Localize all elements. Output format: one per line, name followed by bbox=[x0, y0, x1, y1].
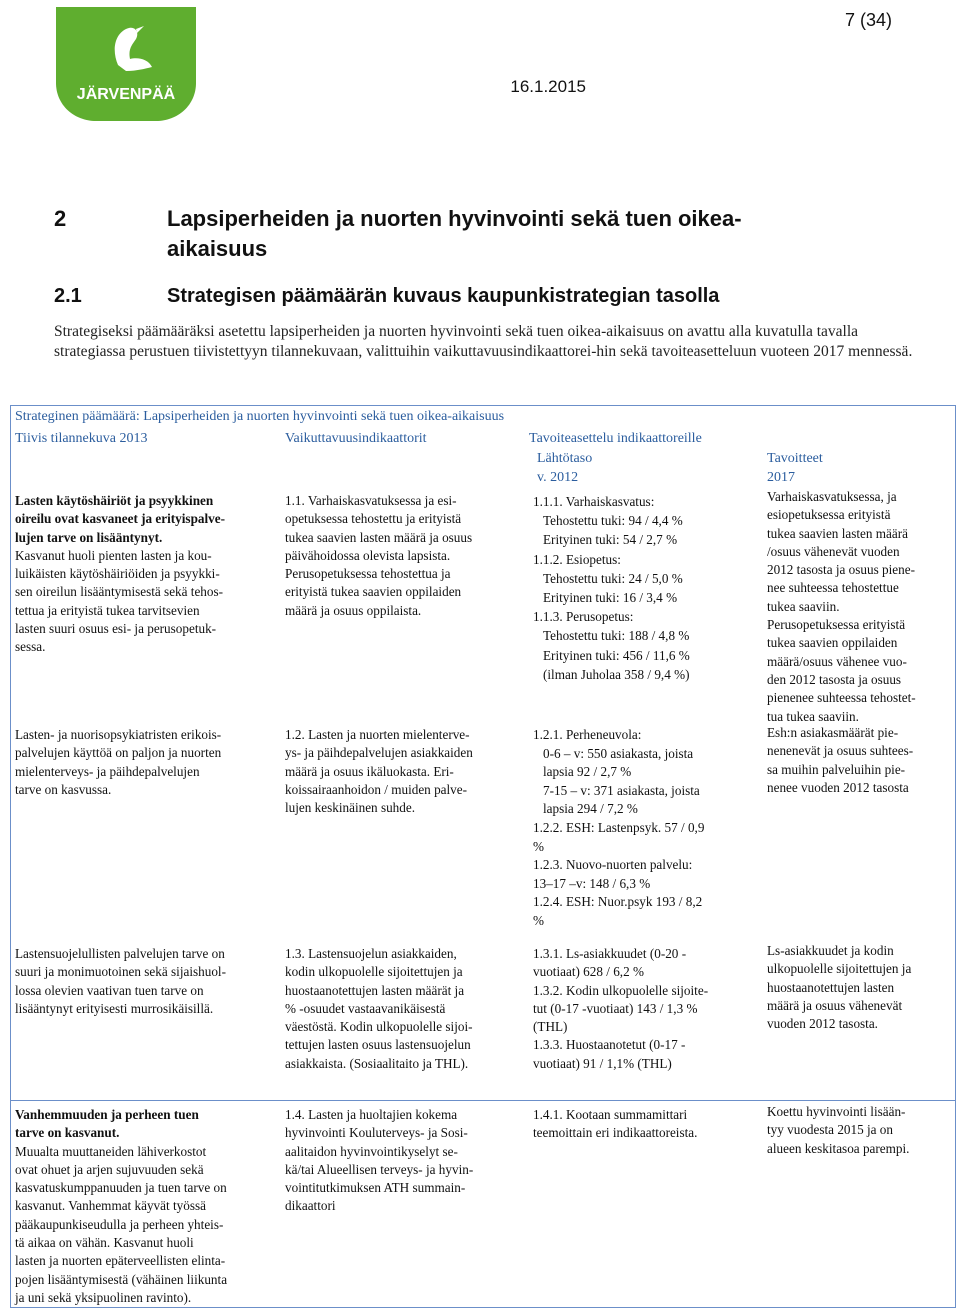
text-line: tettujen lasten osuus lastensuojelun bbox=[285, 1037, 471, 1053]
text-line: % -osuudet vastaavanikäisestä bbox=[285, 1000, 446, 1016]
row-divider bbox=[11, 1100, 955, 1101]
text-line: 1.2.2. ESH: Lastenpsyk. 57 / 0,9 bbox=[533, 819, 705, 835]
text-line: 1.2.1. Perheneuvola: bbox=[533, 727, 642, 742]
text-line: kä/tai Alueellisen terveys- ja hyvin- bbox=[285, 1161, 474, 1177]
logo-text: JÄRVENPÄÄ bbox=[76, 86, 176, 103]
header-targets-line1: Tavoitteet bbox=[767, 451, 823, 466]
text-line: lapsia 92 / 2,7 % bbox=[543, 764, 632, 780]
text-line: Varhaiskasvatuksessa, ja bbox=[767, 489, 897, 504]
text-line: Lastensuojelullisten palvelujen tarve on bbox=[15, 946, 225, 961]
text-line: aalitaidon hyvinvointikyselyt se- bbox=[285, 1143, 458, 1159]
text-line: 1.4.1. Kootaan summamittari bbox=[533, 1107, 688, 1122]
text-line: Kasvanut huoli pienten lasten ja kou- bbox=[15, 547, 212, 563]
page-number: 7 (34) bbox=[844, 10, 892, 30]
subsection-number: 2.1 bbox=[54, 285, 82, 307]
row3-target bbox=[767, 942, 953, 1033]
text-line: tarve on kasvanut. bbox=[15, 1125, 120, 1141]
text-line: erityistä tukea saavien oppilaiden bbox=[285, 584, 462, 600]
text-line: pienenee suhteessa tehostet- bbox=[767, 690, 916, 706]
text-line: hyvinvointi Kouluterveys- ja Sosi- bbox=[285, 1125, 468, 1141]
text-line: Muualta muuttaneiden lähiverkostot bbox=[15, 1143, 207, 1159]
text-line: ys- ja päihdepalvelujen asiakkaiden bbox=[285, 745, 473, 761]
text-line: Erityinen tuki: 456 / 11,6 % bbox=[543, 647, 690, 663]
text-line: Perusopetuksessa erityistä bbox=[767, 617, 906, 633]
row3-situation bbox=[15, 945, 270, 1018]
text-line: vuoden 2012 tasosta. bbox=[767, 1016, 878, 1032]
row1-situation-bold bbox=[15, 492, 270, 547]
text-line: lapsia 294 / 7,2 % bbox=[543, 801, 638, 817]
text-line: (THL) bbox=[533, 1019, 568, 1035]
text-line: den 2012 tasosta ja osuus bbox=[767, 671, 902, 687]
text-line: 2012 tasosta ja osuus piene- bbox=[767, 562, 915, 578]
text-line: lasten suuri osuus esi- ja perusopetuk- bbox=[15, 621, 217, 637]
row2-situation bbox=[15, 726, 270, 799]
text-line: Esh:n asiakasmäärät pie- bbox=[767, 725, 899, 740]
text-line: kodin ulkopuolelle sijoitettujen ja bbox=[285, 964, 463, 980]
text-line: Tehostettu tuki: 188 / 4,8 % bbox=[543, 628, 690, 644]
text-line: suuri ja monimuotoinen sekä sijaishuol- bbox=[15, 964, 226, 980]
text-line: 13–17 –v: 148 / 6,3 % bbox=[533, 875, 651, 891]
row1-indicator bbox=[285, 492, 520, 620]
text-line: opetuksessa tehostettu ja erityistä bbox=[285, 511, 462, 527]
text-line: 1.2.4. ESH: Nuor.psyk 193 / 8,2 bbox=[533, 894, 703, 910]
row4-target bbox=[767, 1103, 953, 1158]
text-line: pääkaupunkiseudulla ja perheen yhteis- bbox=[15, 1216, 224, 1232]
text-line: vointitutkimuksen ATH summain- bbox=[285, 1180, 466, 1196]
text-line: 1.3.1. Ls-asiakkuudet (0-20 - bbox=[533, 946, 687, 961]
text-line: tukea saavien lasten määrä bbox=[767, 525, 908, 541]
text-line: nenenevät ja osuus suhtees- bbox=[767, 743, 914, 759]
text-line: huostaanotettujen lasten bbox=[767, 979, 895, 995]
row4-situation bbox=[15, 1106, 277, 1307]
text-line: 0-6 – v: 550 asiakasta, joista bbox=[543, 745, 694, 761]
text-line: 1.3. Lastensuojelun asiakkaiden, bbox=[285, 946, 457, 961]
text-line: määrä ja osuus ikäluokasta. Eri- bbox=[285, 763, 454, 779]
text-line: esiopetuksessa erityistä bbox=[767, 507, 891, 523]
text-line: 1.3.2. Kodin ulkopuolelle sijoite- bbox=[533, 982, 709, 998]
strategy-table bbox=[10, 405, 956, 1308]
text-line: 1.3.3. Huostaanotetut (0-17 - bbox=[533, 1037, 686, 1053]
document-date: 16.1.2015 bbox=[510, 77, 586, 96]
row2-indicator bbox=[285, 726, 520, 817]
text-line: Erityinen tuki: 54 / 2,7 % bbox=[543, 532, 678, 548]
subsection-title: Strategisen päämäärän kuvaus kaupunkistrategian tasolla bbox=[167, 285, 720, 307]
header-target-setting: Tavoiteasettelu indikaattoreille bbox=[529, 431, 702, 446]
text-line: tukea saaviin. bbox=[767, 598, 840, 614]
text-line: vuotiaat) 91 / 1,1% (THL) bbox=[533, 1055, 672, 1071]
row4-baseline bbox=[533, 1106, 758, 1143]
text-line: palvelujen käyttöä on paljon ja nuorten bbox=[15, 745, 222, 761]
text-line: kasvanut. Vanhemmat käyvät työssä bbox=[15, 1198, 206, 1214]
text-line: 1.2.3. Nuovo-nuorten palvelu: bbox=[533, 857, 693, 873]
text-line: lasten ja nuorten epäterveellisten elinta- bbox=[15, 1253, 226, 1269]
text-line: Lasten- ja nuorisopsykiatristen erikois- bbox=[15, 727, 222, 742]
text-line: pojen lisääntymisestä (vähäinen liikunta bbox=[15, 1271, 228, 1287]
text-line: 7-15 – v: 371 asiakasta, joista bbox=[543, 782, 700, 798]
text-line: Koettu hyvinvointi lisään- bbox=[767, 1104, 906, 1119]
section-title-line1: Lapsiperheiden ja nuorten hyvinvointi sekä tuen oikea- bbox=[167, 206, 742, 231]
text-line: /osuus vähenevät vuoden bbox=[767, 543, 900, 559]
jarvenpaa-logo bbox=[52, 5, 200, 125]
text-line: Tehostettu tuki: 24 / 5,0 % bbox=[543, 570, 683, 586]
table-title: Strateginen päämäärä: Lapsiperheiden ja nuorten hyvinvointi sekä tuen oikea-aikaisuus bbox=[15, 409, 505, 424]
text-line: (ilman Juholaa 358 / 9,4 %) bbox=[543, 666, 690, 682]
text-line: lisääntynyt erityisesti murrosikäisillä. bbox=[15, 1000, 214, 1016]
text-line: määrä ja osuus oppilaista. bbox=[285, 602, 422, 618]
text-line: 1.1.3. Perusopetus: bbox=[533, 609, 634, 625]
text-line: tä aikaa on vähän. Kasvanut huoli bbox=[15, 1235, 194, 1251]
text-line: oireilu ovat kasvaneet ja erityispalve- bbox=[15, 511, 225, 527]
text-line: päivähoidossa olevista lapsista. bbox=[285, 547, 451, 563]
text-line: väestöstä. Kodin ulkopuolelle sijoi- bbox=[285, 1019, 473, 1035]
text-line: Ls-asiakkuudet ja kodin bbox=[767, 943, 894, 958]
text-line: tut (0-17 -vuotiaat) 143 / 1,3 % bbox=[533, 1000, 698, 1016]
section-title-line2: aikaisuus bbox=[167, 236, 268, 261]
text-line: 1.4. Lasten ja huoltajien kokema bbox=[285, 1107, 458, 1122]
row2-target bbox=[767, 724, 953, 797]
text-line: vuotiaat) 628 / 6,2 % bbox=[533, 964, 644, 980]
text-line: mielenterveys- ja päihdepalvelujen bbox=[15, 763, 200, 779]
text-line: määrä ja osuus vähenevät bbox=[767, 997, 903, 1013]
row1-baseline bbox=[533, 492, 758, 684]
text-line: tyy vuodesta 2015 ja on bbox=[767, 1122, 893, 1138]
text-line: lujen keskinäinen suhde. bbox=[285, 800, 416, 816]
text-line: tettua ja erityistä tukea tarvitsevien bbox=[15, 602, 200, 618]
text-line: Erityinen tuki: 16 / 3,4 % bbox=[543, 590, 678, 606]
text-line: asiakkaista. (Sosiaalitaito ja THL). bbox=[285, 1055, 469, 1071]
text-line: % bbox=[533, 838, 544, 854]
text-line: nee suhteessa tehostettue bbox=[767, 580, 899, 596]
header-situation: Tiivis tilannekuva 2013 bbox=[15, 431, 148, 446]
text-line: 1.2. Lasten ja nuorten mielenterve- bbox=[285, 727, 470, 742]
text-line: ulkopuolelle sijoitettujen ja bbox=[767, 961, 912, 977]
text-line: tua tukea saaviin. bbox=[767, 708, 859, 724]
text-line: sen oireilun lisääntymisestä sekä tehos- bbox=[15, 584, 224, 600]
text-line: tukea saavien oppilaiden bbox=[767, 635, 898, 651]
text-line: 1.1. Varhaiskasvatuksessa ja esi- bbox=[285, 493, 457, 508]
text-line: 1.1.2. Esiopetus: bbox=[533, 551, 621, 567]
text-line: 1.1.1. Varhaiskasvatus: bbox=[533, 494, 655, 509]
intro-paragraph: Strategiseksi päämääräksi asetettu lapsiperheiden ja nuorten hyvinvointi sekä tuen oikea-aikaisuus on avattu alla kuvatulla tavalla strategiassa perustuen tiivistettyyn tilannekuvaan, valittuihin vaikuttavuusindikaattorei-hin sekä tavoiteasetteluun vuoteen 2017 mennessä. bbox=[54, 323, 913, 360]
text-line: kasvatuskumppanuuden ja tuen tarve on bbox=[15, 1180, 227, 1196]
text-line: huostaanotettujen lasten määrät ja bbox=[285, 982, 465, 998]
header-indicators: Vaikuttavuusindikaattorit bbox=[285, 431, 427, 446]
text-line: lujen tarve on lisääntynyt. bbox=[15, 529, 163, 545]
row3-indicator bbox=[285, 945, 520, 1073]
text-line: koissairaanhoidon / muiden palve- bbox=[285, 781, 468, 797]
text-line: lossa olevien vaativan tuen tarve on bbox=[15, 982, 204, 998]
subsection-heading bbox=[54, 285, 720, 308]
text-line: Lasten käytöshäiriöt ja psyykkinen bbox=[15, 493, 214, 508]
row1-target bbox=[767, 488, 953, 726]
text-line: ovat ohuet ja arjen sujuvuuden sekä bbox=[15, 1161, 204, 1177]
text-line: nenee vuoden 2012 tasosta bbox=[767, 779, 909, 795]
text-line: alueen keskitasoa parempi. bbox=[767, 1140, 910, 1156]
section-title bbox=[167, 204, 887, 264]
text-line: määrä/osuus vähenee vuo- bbox=[767, 653, 907, 669]
header-baseline-line2: v. 2012 bbox=[537, 470, 579, 485]
row4-situation-bold bbox=[15, 1106, 277, 1143]
text-line: dikaattori bbox=[285, 1198, 336, 1214]
text-line: ja uni sekä yksipuolinen ravinto). bbox=[15, 1289, 192, 1305]
header-baseline-line1: Lähtötaso bbox=[537, 451, 593, 466]
section-number: 2 bbox=[54, 206, 67, 231]
header-targets-line2: 2017 bbox=[767, 470, 795, 485]
row3-baseline bbox=[533, 945, 758, 1073]
text-line: teemoittain eri indikaattoreista. bbox=[533, 1125, 698, 1141]
text-line: sa muihin palveluihin pie- bbox=[767, 761, 906, 777]
text-line: sessa. bbox=[15, 639, 46, 655]
row4-indicator bbox=[285, 1106, 520, 1216]
text-line: Perusopetuksessa tehostettua ja bbox=[285, 566, 451, 582]
text-line: tarve on kasvussa. bbox=[15, 781, 112, 797]
row2-baseline bbox=[533, 726, 758, 931]
text-line: luikäisten käytöshäiriöiden ja psyykki- bbox=[15, 566, 220, 582]
text-line: % bbox=[533, 912, 544, 928]
text-line: tukea saavien lasten määrä ja osuus bbox=[285, 529, 473, 545]
text-line: Tehostettu tuki: 94 / 4,4 % bbox=[543, 513, 683, 529]
text-line: Vanhemmuuden ja perheen tuen bbox=[15, 1107, 199, 1122]
row1-situation bbox=[15, 492, 270, 657]
